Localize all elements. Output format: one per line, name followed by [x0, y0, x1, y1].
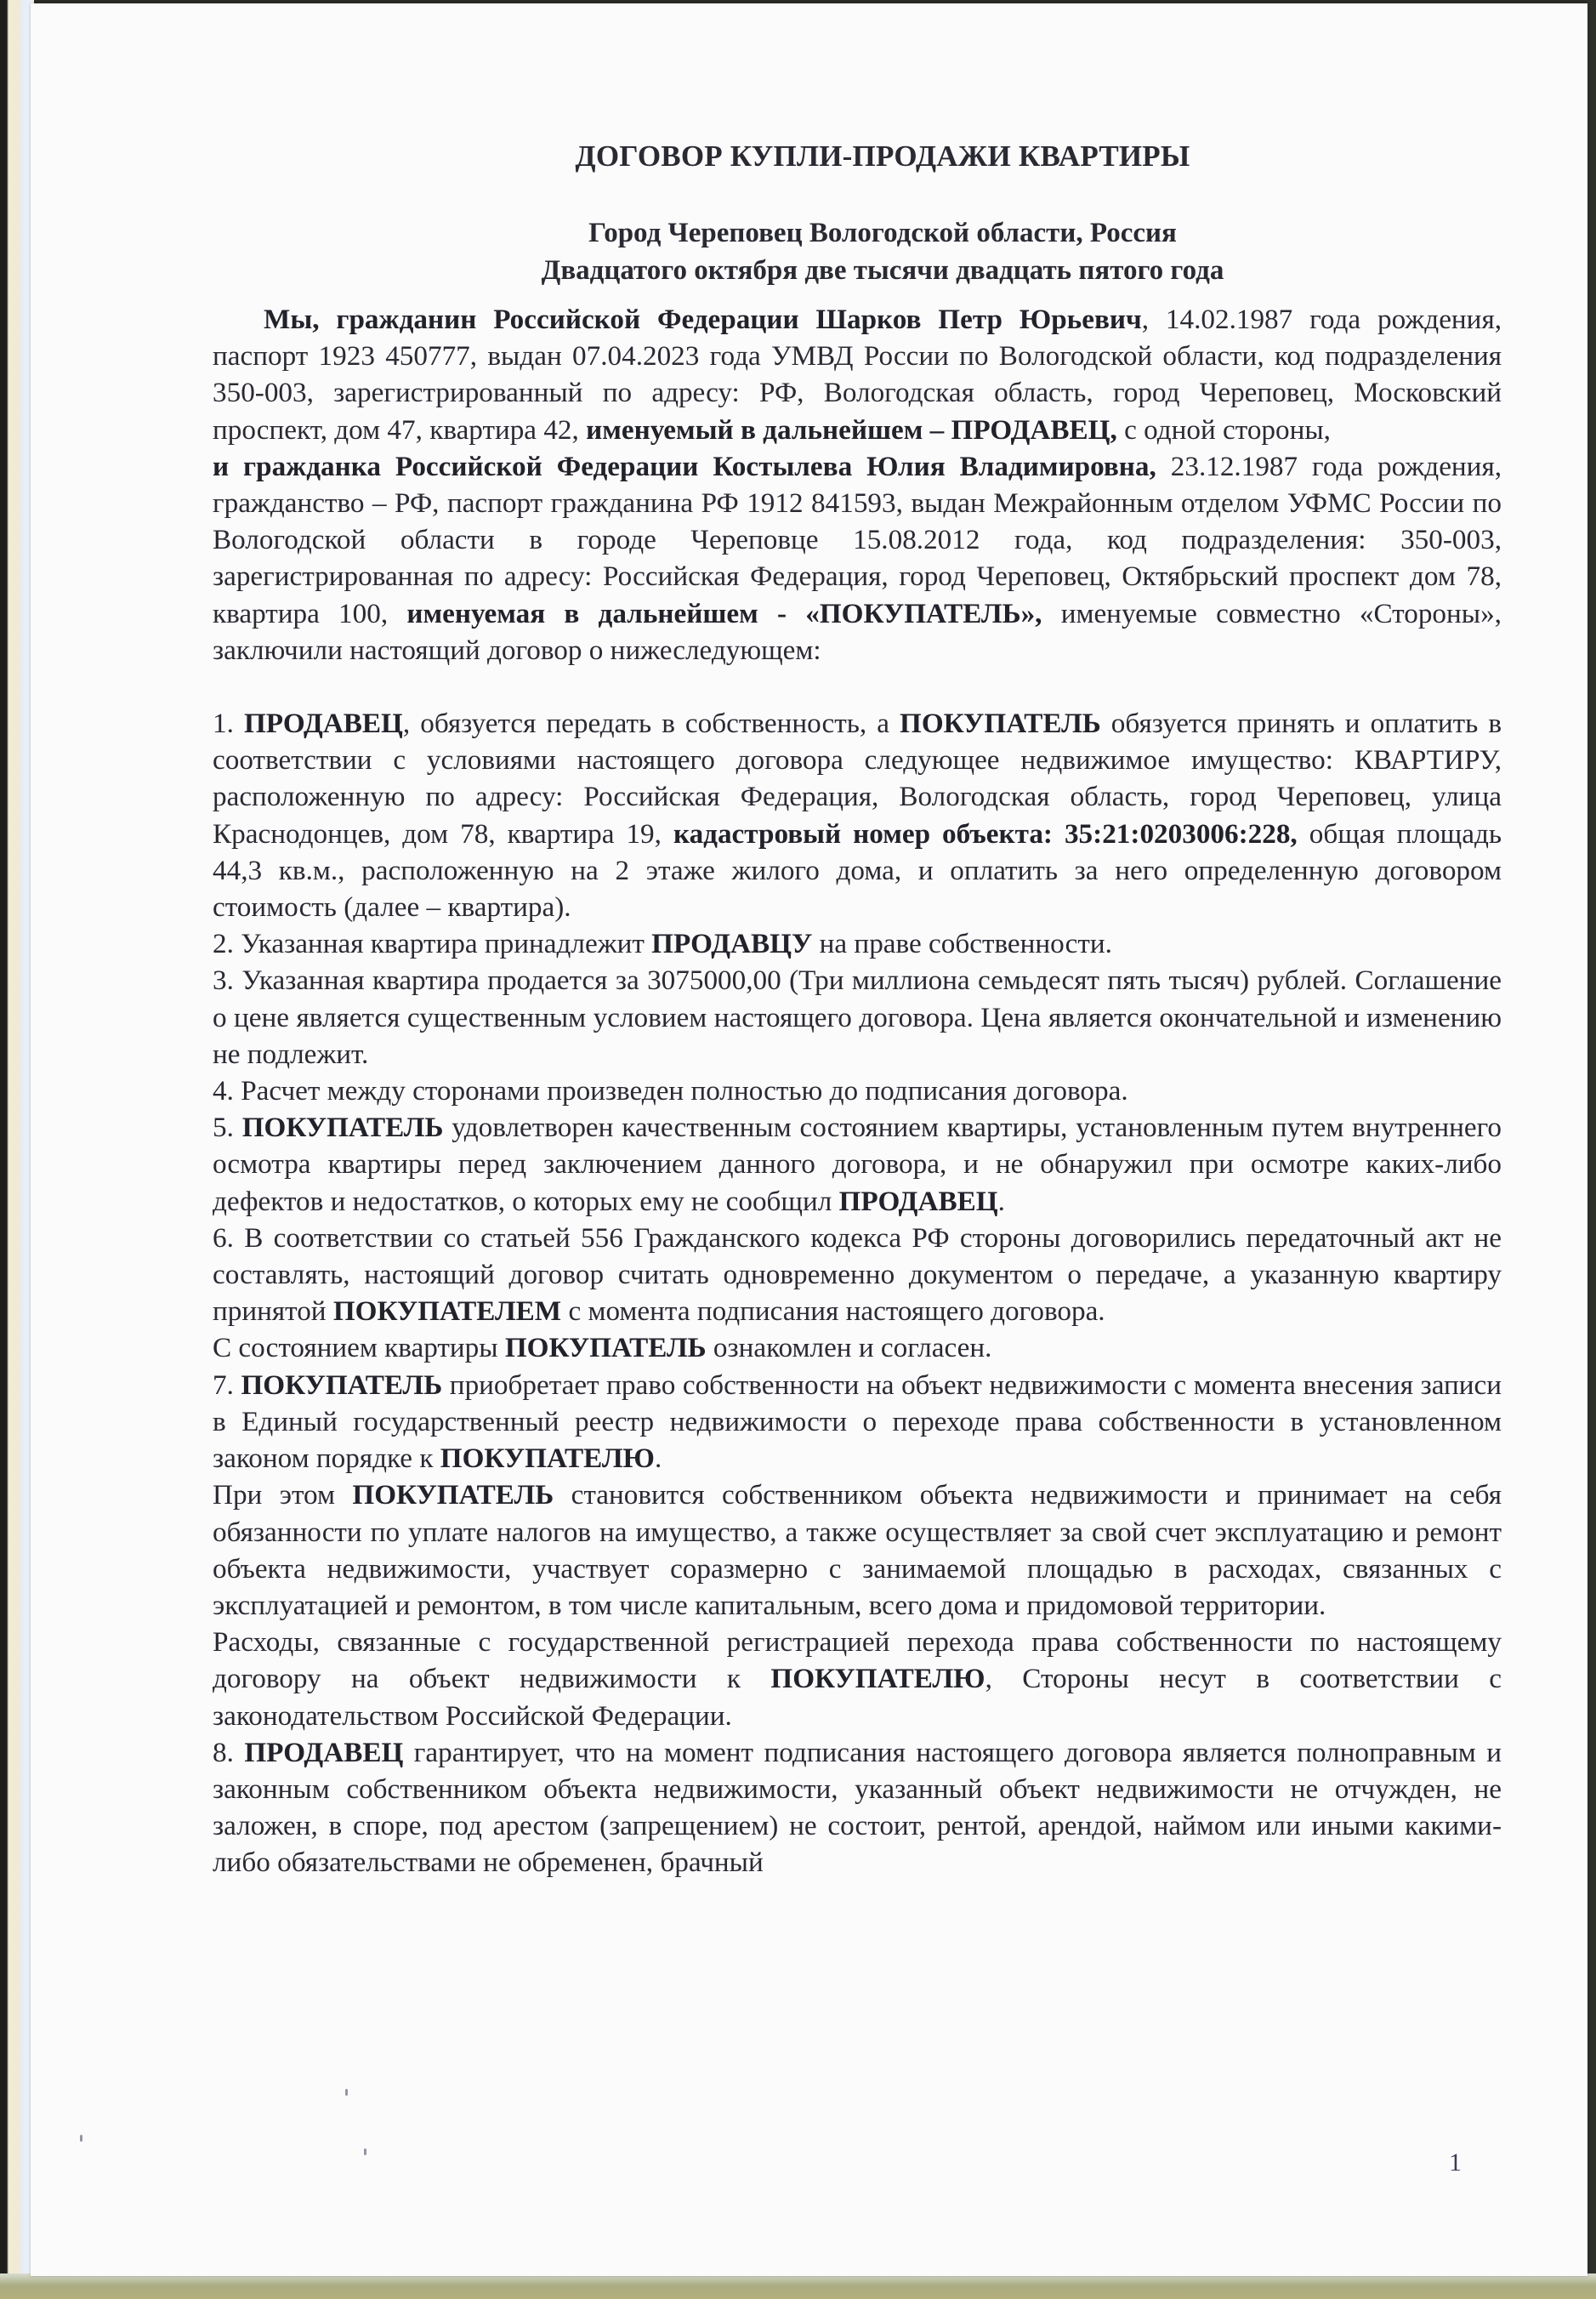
- bold-text: именуемая в дальнейшем - «ПОКУПАТЕЛЬ»,: [406, 597, 1042, 629]
- bold-text: ПОКУПАТЕЛЮ: [440, 1443, 655, 1475]
- document-date: Двадцатого октября две тысячи двадцать пятого года: [541, 255, 1224, 286]
- text-segment: 1.: [213, 708, 244, 740]
- text-segment: , обязуется передать в собственность, а: [402, 708, 900, 740]
- paragraph-clause-6: [213, 1220, 1502, 1330]
- paragraph-clause-7: [213, 1367, 1502, 1477]
- photo-backdrop-bottom: [0, 2273, 1596, 2299]
- text-segment: С состоянием квартиры: [213, 1332, 505, 1364]
- text-segment: .: [997, 1185, 1005, 1217]
- paragraph-clause-1: [213, 705, 1502, 925]
- bold-text: и гражданка Российской Федерации Костылева Юлия Владимировна,: [213, 450, 1156, 482]
- text-segment: Расходы, связанные с государственной регистрацией перехода права собственности по настоящему договору на объект недвижимости к: [213, 1626, 1502, 1695]
- bold-text: ПОКУПАТЕЛЬ: [241, 1369, 443, 1401]
- bold-text: ПОКУПАТЕЛЬ: [504, 1332, 707, 1364]
- paragraph-preamble-buyer: [213, 448, 1502, 669]
- text-segment: общая площадь 44,3 кв.м., расположенную на 2 этаже жилого дома, и оплатить за него определенную договором стоимость (далее – квартира).: [213, 817, 1502, 924]
- bold-text: ПОКУПАТЕЛЬ: [352, 1479, 554, 1511]
- text-segment: с одной стороны,: [1116, 413, 1331, 446]
- paper-speck: [80, 2135, 82, 2142]
- contract-paragraphs: [213, 301, 1502, 1881]
- paper-speck: [364, 2148, 366, 2155]
- text-segment: , Стороны несут в соответствии с законодательством Российской Федерации.: [213, 1663, 1502, 1732]
- text-segment: 2. Указанная квартира принадлежит: [213, 928, 652, 960]
- paragraph-clause-2: [213, 925, 1502, 962]
- text-segment: 6. В соответствии со статьей 556 Гражданского кодекса РФ стороны договорились передаточный акт не составлять, настоящий договор считать одновременно документом о передаче, а указанную квартиру принятой: [213, 1221, 1502, 1328]
- document-place: Город Череповец Вологодской области, Россия: [588, 218, 1177, 248]
- text-segment: становится собственником объекта недвижимости и принимает на себя обязанности по уплате налогов на имущество, а также осуществляет за свой счет эксплуатацию и ремонт объекта недвижимости, участвует соразмерно с занимаемой площадью в расходах, связанных с эксплуатацией и ремонтом, в том числе капитальным, всего дома и придомовой территории.: [213, 1479, 1502, 1621]
- text-segment: на праве собственности.: [812, 928, 1112, 960]
- paragraph-preamble-seller: [213, 301, 1502, 448]
- text-segment: 8.: [213, 1736, 245, 1768]
- text-segment: гарантирует, что на момент подписания настоящего договора является полноправным и законным собственником объекта недвижимости, указанный объект недвижимости не отчужден, не заложен, в споре, под арестом (запрещением) не состоит, рентой, арендой, наймом или иными какими-либо обязательствами не обременен, брачный: [213, 1736, 1502, 1879]
- paragraph-clause-7-expenses: [213, 1624, 1502, 1734]
- text-segment: При этом: [213, 1479, 353, 1511]
- text-segment: приобретает право собственности на объект недвижимости с момента внесения записи в Единый государственный реестр недвижимости о переходе права собственности в установленном законом порядке к: [213, 1369, 1502, 1475]
- bold-text: ПОКУПАТЕЛЬ: [900, 708, 1101, 740]
- bold-text: ПОКУПАТЕЛЬ: [241, 1112, 444, 1144]
- text-segment: 3. Указанная квартира продается за 3075000,00 (Три миллиона семьдесят пять тысяч) рублей. Соглашение о цене является существенным условием настоящего договора. Цена является окончательной и изменению не подлежит.: [213, 965, 1502, 1070]
- text-segment: с момента подписания настоящего договора.: [561, 1295, 1105, 1328]
- page-number: 1: [1449, 2148, 1462, 2177]
- bold-text: Мы, гражданин Российской Федерации Шарков Петр Юрьевич: [264, 304, 1142, 335]
- text-segment: 5.: [213, 1112, 242, 1144]
- paragraph-clause-8: [213, 1734, 1502, 1881]
- paragraph-clause-6-note: [213, 1329, 1502, 1366]
- text-segment: обязуется принять и оплатить в соответствии с условиями настоящего договора следующее недвижимое имущество: КВАРТИРУ, расположенную по адресу: Российская Федерация, Вологодская область, город Череповец, улица Краснодонцев, дом 78, квартира 19,: [213, 708, 1502, 850]
- photo-backdrop-left: [0, 0, 34, 2299]
- bold-text: ПОКУПАТЕЛЮ: [770, 1663, 985, 1695]
- contract-body: [213, 139, 1502, 1881]
- paper-speck: [345, 2089, 348, 2096]
- text-segment: 7.: [213, 1369, 241, 1401]
- bold-text: кадастровый номер объекта: 35:21:0203006:228,: [673, 817, 1298, 850]
- bold-text: ПРОДАВЕЦ: [244, 1736, 404, 1768]
- text-segment: 23.12.1987 года рождения, гражданство – РФ, паспорт гражданина РФ 1912 841593, выдан Межрайонным отделом УФМС России по Вологодской области в городе Череповце 15.08.2012 года, код подразделения: 350-003, зарегистрированная по адресу: Российская Федерация, город Череповец, Октябрьский проспект дом 78, квартира 100,: [213, 450, 1502, 629]
- text-segment: , 14.02.1987 года рождения, паспорт 1923 450777, выдан 07.04.2023 года УМВД России по Вологодской области, код подразделения 350-003, зарегистрированный по адресу: РФ, Вологодская область, город Череповец, Московский проспект, дом 47, квартира 42,: [213, 304, 1502, 446]
- text-segment: удовлетворен качественным состоянием квартиры, установленным путем внутреннего осмотра квартиры перед заключением данного договора, и не обнаружил при осмотре каких-либо дефектов и недостатков, о которых ему не сообщил: [213, 1112, 1502, 1217]
- paragraph-clause-7-obligations: [213, 1477, 1502, 1624]
- bold-text: именуемый в дальнейшем – ПРОДАВЕЦ,: [586, 413, 1117, 446]
- bold-text: ПРОДАВЦУ: [651, 928, 813, 960]
- text-segment: именуемые совместно «Стороны», заключили настоящий договор о нижеследующем:: [213, 597, 1502, 666]
- paragraph-clause-3: [213, 962, 1502, 1073]
- bold-text: ПРОДАВЕЦ: [838, 1185, 998, 1217]
- document-title: ДОГОВОР КУПЛИ-ПРОДАЖИ КВАРТИРЫ: [575, 139, 1190, 173]
- contract-page: [31, 3, 1587, 2276]
- bold-text: ПРОДАВЕЦ: [243, 708, 403, 740]
- text-segment: ознакомлен и согласен.: [706, 1332, 992, 1364]
- text-segment: .: [654, 1443, 662, 1475]
- text-segment: 4. Расчет между сторонами произведен полностью до подписания договора.: [213, 1075, 1128, 1107]
- paragraph-clause-5: [213, 1109, 1502, 1220]
- paragraph-clause-4: [213, 1073, 1502, 1109]
- bold-text: ПОКУПАТЕЛЕМ: [332, 1295, 562, 1328]
